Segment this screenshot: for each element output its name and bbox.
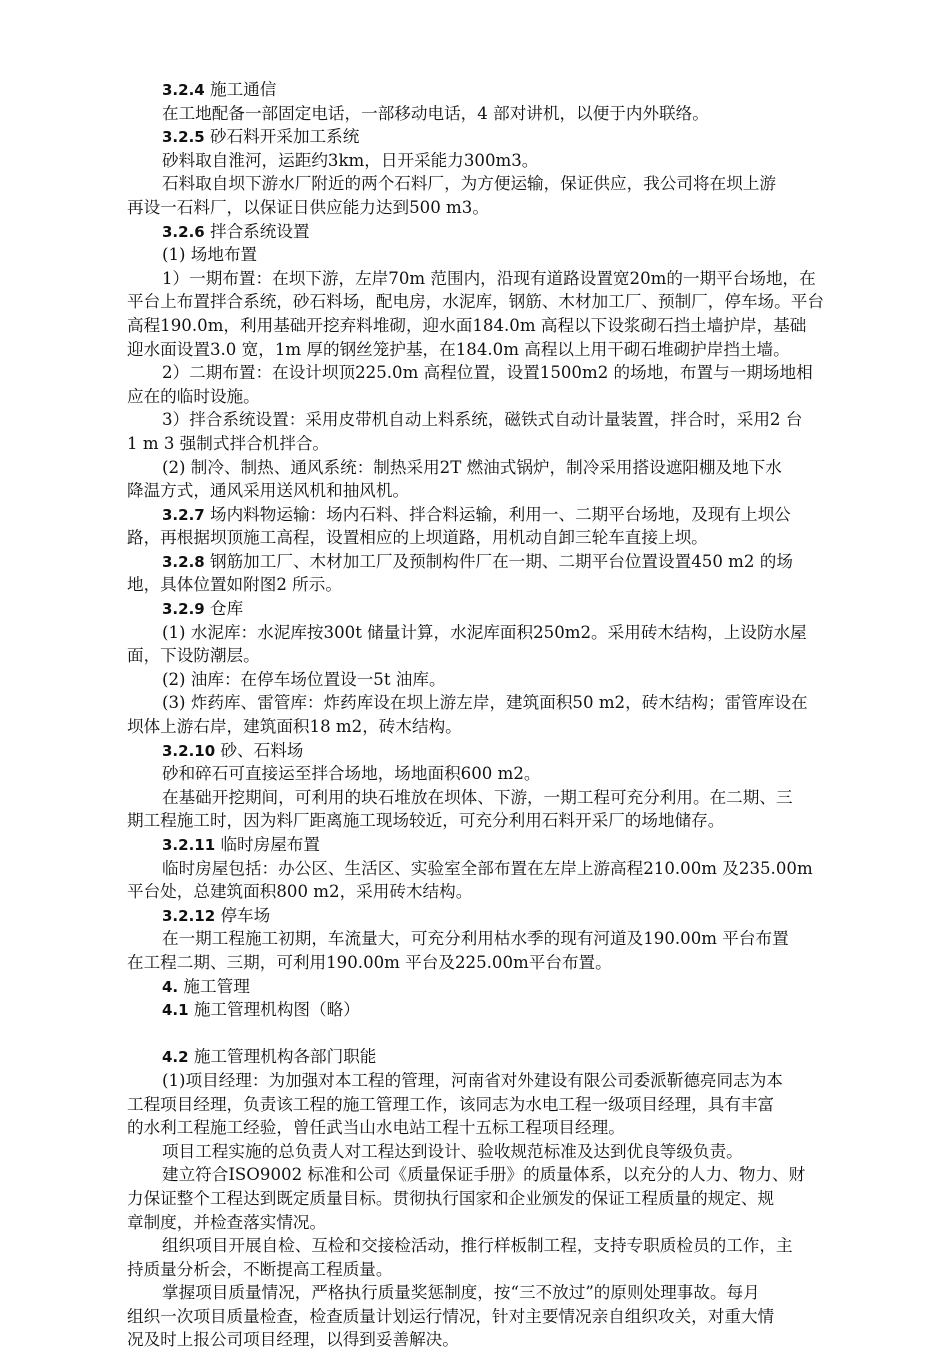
heading-3-2-7: 3.2.7 场内料物运输：场内石料、拌合料运输，利用一、二期平台场地，及现有上坝公 <box>162 504 791 524</box>
paragraph-line: 平台上布置拌合系统，砂石料场，配电房，水泥库，钢筋、木材加工厂、预制厂，停车场。平台 <box>127 292 824 312</box>
paragraph: 砂料取自淮河，运距约3km，日开采能力300m3。 <box>162 150 539 170</box>
subheading: (1) 场地布置 <box>162 245 258 265</box>
paragraph-line: 的水利工程施工经验，曾任武当山水电站工程十五标工程项目经理。 <box>127 1118 625 1138</box>
paragraph-line: 在工程二期、三期，可利用190.00m 平台及225.00m平台布置。 <box>127 952 612 972</box>
heading-3-2-6: 3.2.6 拌合系统设置 <box>162 221 310 241</box>
paragraph: 项目工程实施的总负责人对工程达到设计、验收规范标准及达到优良等级负责。 <box>162 1141 743 1161</box>
paragraph-line: 组织一次项目质量检查，检查质量计划运行情况，针对主要情况亲自组织攻关，对重大情 <box>127 1306 775 1326</box>
paragraph-line: 在一期工程施工初期，车流量大，可充分利用枯水季的现有河道及190.00m 平台布置 <box>162 929 789 949</box>
paragraph-line: 章制度，并检查落实情况。 <box>127 1212 327 1232</box>
heading-4-2: 4.2 施工管理机构各部门职能 <box>162 1047 377 1067</box>
paragraph: 在工地配备一部固定电话，一部移动电话，4 部对讲机，以便于内外联络。 <box>162 103 709 123</box>
paragraph-line: 工程项目经理，负责该工程的施工管理工作，该同志为水电工程一级项目经理，具有丰富 <box>127 1094 775 1114</box>
paragraph: 砂和碎石可直接运至拌合场地，场地面积600 m2。 <box>162 764 541 784</box>
paragraph-line: (3) 炸药库、雷管库：炸药库设在坝上游左岸，建筑面积50 m2，砖木结构；雷管库设在 <box>162 693 808 713</box>
heading-3-2-9: 3.2.9 仓库 <box>162 599 244 619</box>
paragraph-line: 持质量分析会，不断提高工程质量。 <box>127 1259 393 1279</box>
paragraph-line: 面，下设防潮层。 <box>127 646 260 666</box>
heading-3-2-12: 3.2.12 停车场 <box>162 905 271 925</box>
paragraph-line: 3）拌合系统设置：采用皮带机自动上料系统，磁铁式自动计量装置，拌合时，采用2 台 <box>162 410 803 430</box>
paragraph-line: 地，具体位置如附图2 所示。 <box>127 575 342 595</box>
paragraph-line: 1 m 3 强制式拌合机拌合。 <box>127 433 330 453</box>
paragraph-line: 降温方式，通风采用送风机和抽风机。 <box>127 481 410 501</box>
paragraph-line: (1)项目经理：为加强对本工程的管理，河南省对外建设有限公司委派靳德亮同志为本 <box>162 1070 783 1090</box>
paragraph-line: 高程190.0m，利用基础开挖弃料堆砌，迎水面184.0m 高程以下设浆砌石挡土墙护岸，基础 <box>127 315 807 335</box>
paragraph-line: 路，再根据坝顶施工高程，设置相应的上坝道路，用机动自卸三轮车直接上坝。 <box>127 528 708 548</box>
paragraph-line: 建立符合ISO9002 标准和公司《质量保证手册》的质量体系，以充分的人力、物力、财 <box>162 1165 806 1185</box>
heading-3-2-4: 3.2.4 施工通信 <box>162 80 277 99</box>
heading-3-2-5: 3.2.5 砂石料开采加工系统 <box>162 127 360 147</box>
heading-3-2-8: 3.2.8 钢筋加工厂、木材加工厂及预制构件厂在一期、二期平台位置设置450 m2 的场 <box>162 551 793 571</box>
heading-3-2-11: 3.2.11 临时房屋布置 <box>162 835 320 854</box>
paragraph-line: 力保证整个工程达到既定质量目标。贯彻执行国家和企业颁发的保证工程质量的规定、规 <box>127 1188 775 1208</box>
paragraph-line: 石料取自坝下游水厂附近的两个石料厂，为方便运输，保证供应，我公司将在坝上游 <box>162 174 776 194</box>
blank-line <box>127 1022 872 1046</box>
paragraph-line: 1）一期布置：在坝下游，左岸70m 范围内，沿现有道路设置宽20m的一期平台场地，在 <box>162 268 816 288</box>
paragraph-line: 组织项目开展自检、互检和交接检活动，推行样板制工程，支持专职质检员的工作，主 <box>162 1236 793 1256</box>
paragraph-line: (2) 制冷、制热、通风系统：制热采用2T 燃油式锅炉，制冷采用搭设遮阳棚及地下水 <box>162 457 782 477</box>
paragraph-line: 再设一石料厂，以保证日供应能力达到500 m3。 <box>127 197 489 217</box>
paragraph: (2) 油库：在停车场位置设一5t 油库。 <box>162 669 446 689</box>
paragraph-line: 临时房屋包括：办公区、生活区、实验室全部布置在左岸上游高程210.00m 及235.00m <box>162 858 813 878</box>
paragraph-line: 平台处，总建筑面积800 m2，采用砖木结构。 <box>127 882 473 902</box>
heading-3-2-10: 3.2.10 砂、石料场 <box>162 740 304 760</box>
paragraph-line: 掌握项目质量情况，严格执行质量奖惩制度，按“三不放过”的原则处理事故。每月 <box>162 1283 760 1303</box>
paragraph-line: 在基础开挖期间，可利用的块石堆放在坝体、下游，一期工程可充分利用。在二期、三 <box>162 787 793 807</box>
paragraph-line: 迎水面设置3.0 宽，1m 厚的钢丝笼护基，在184.0m 高程以上用干砌石堆砌护岸挡土墙。 <box>127 339 790 359</box>
paragraph-line: 坝体上游右岸，建筑面积18 m2，砖木结构。 <box>127 717 462 737</box>
paragraph-line: 期工程施工时，因为料厂距离施工现场较近，可充分利用石料开采厂的场地储存。 <box>127 811 725 831</box>
paragraph-line: 应在的临时设施。 <box>127 386 260 406</box>
heading-4-1: 4.1 施工管理机构图（略） <box>162 1000 360 1020</box>
paragraph-line: 2）二期布置：在设计坝顶225.0m 高程位置，设置1500m2 的场地，布置与一期场地相 <box>162 363 813 383</box>
paragraph-line: 况及时上报公司项目经理，以得到妥善解决。 <box>127 1330 459 1350</box>
heading-4: 4. 施工管理 <box>162 976 250 996</box>
document-page <box>127 78 872 1352</box>
paragraph-line: (1) 水泥库：水泥库按300t 储量计算，水泥库面积250m2。采用砖木结构，上设防水屋 <box>162 622 807 642</box>
